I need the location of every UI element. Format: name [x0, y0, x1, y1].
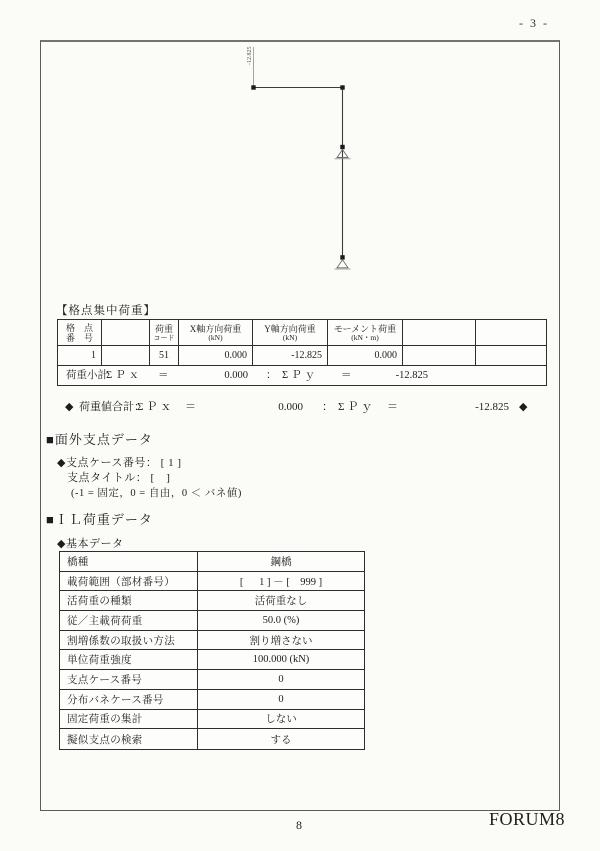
- col-header-blank3: [476, 320, 546, 346]
- support-case-number-line: ◆支点ケース番号： [ 1 ]: [57, 457, 182, 469]
- subtotal-eq1: ＝: [158, 370, 169, 381]
- forum8-logo: FORUM8: [489, 809, 566, 829]
- table-row-label: 橋種: [60, 552, 198, 572]
- table-row-value: 0: [198, 690, 364, 710]
- cell-moment: 0.000: [328, 346, 403, 366]
- col-header-fy-line1: Y軸方向荷重: [264, 323, 316, 334]
- cell-node-number: 1: [58, 346, 102, 366]
- table-row-label: 活荷重の種類: [60, 591, 198, 611]
- diamond-icon: ◆: [519, 401, 528, 413]
- table-row-label: 擬似支点の検索: [60, 729, 198, 749]
- table-row-label: 割増係数の取扱い方法: [60, 631, 198, 651]
- total-spy-value: -12.825: [475, 401, 509, 413]
- table-row-label: 単位荷重強度: [60, 650, 198, 670]
- col-header-moment: [328, 320, 403, 346]
- table-row-label: 従／主載荷荷重: [60, 611, 198, 631]
- total-spx-value: 0.000: [278, 401, 303, 413]
- support-note-line: (-1 = 固定，0 = 自由，0 ＜ バネ値): [71, 488, 242, 499]
- col-header-node: [58, 320, 102, 346]
- col-header-code-line1: 荷重: [154, 323, 173, 334]
- table-row-value: 100.000 (kN): [198, 650, 364, 670]
- table-row-value: しない: [198, 710, 364, 730]
- subtotal-colon: ：: [266, 370, 277, 381]
- subtotal-row: [58, 366, 546, 385]
- cell-blank1: [102, 346, 150, 366]
- col-header-node-line1: 格 点: [65, 322, 93, 333]
- subtotal-spx-value: 0.000: [224, 370, 248, 381]
- col-header-moment-unit: (kN・m): [351, 332, 379, 342]
- il-basic-data-table: [59, 551, 365, 750]
- col-header-load-code: [150, 320, 179, 346]
- cell-blank3: [476, 346, 546, 366]
- table-row-value: 割り増さない: [198, 631, 364, 651]
- col-header-code-line2: コード: [153, 333, 175, 342]
- load-value-label: -12.825: [247, 46, 253, 65]
- cell-blank2: [403, 346, 476, 366]
- load-total-line: [57, 399, 537, 416]
- table-row-label: 載荷範囲（部材番号）: [60, 572, 198, 592]
- col-header-fy-unit: (kN): [282, 332, 298, 342]
- table-row-value: 50.0 (%): [198, 611, 364, 631]
- table-row-value: [ 1 ] － [ 999 ]: [198, 572, 364, 592]
- total-colon: ：: [322, 401, 333, 413]
- il-section-title: ■ＩＬ荷重データ: [46, 512, 153, 527]
- il-basic-data-subtitle: ◆基本データ: [57, 538, 124, 550]
- table-row-value: する: [270, 734, 292, 746]
- col-header-fy: [253, 320, 328, 346]
- subtotal-spy-value: -12.825: [395, 370, 428, 381]
- page-number-bottom: 8: [296, 818, 302, 832]
- subtotal-spx-symbol: ΣＰｘ: [106, 370, 143, 381]
- subtotal-eq2: ＝: [341, 370, 352, 381]
- col-header-blank1: [102, 320, 150, 346]
- table-row-value: 鋼橋: [198, 552, 364, 572]
- page-number-top: - 3 -: [519, 16, 549, 30]
- col-header-moment-line1: モーメント荷重: [333, 323, 397, 334]
- total-label: 荷重値合計：: [79, 401, 145, 413]
- table-row-value: 0: [198, 670, 364, 690]
- point-load-table: [57, 319, 547, 386]
- table-row-label: 固定荷重の集計: [60, 710, 198, 730]
- cell-load-code: 51: [150, 346, 179, 366]
- col-header-fx-unit: (kN): [208, 332, 223, 342]
- table-row-label: 分布バネケース番号: [60, 690, 198, 710]
- diamond-icon: ◆: [65, 401, 74, 413]
- col-header-blank2: [403, 320, 476, 346]
- total-spy-symbol: ΣＰｙ: [338, 401, 376, 413]
- outer-support-section-title: ■面外支点データ: [46, 432, 153, 447]
- col-header-node-line2: 番 号: [65, 332, 93, 343]
- total-spx-symbol: ΣＰｘ: [137, 401, 175, 413]
- subtotal-label: 荷重小計: [66, 370, 108, 381]
- point-load-table-title: 【格点集中荷重】: [56, 305, 156, 317]
- cell-fx: 0.000: [179, 346, 253, 366]
- total-eq1: ＝: [185, 401, 196, 413]
- support-title-line: 支点タイトル： [ ]: [67, 472, 171, 484]
- table-row-value: 活荷重なし: [198, 591, 364, 611]
- col-header-fx: [179, 320, 253, 346]
- total-eq2: ＝: [387, 401, 398, 413]
- cell-fy: -12.825: [253, 346, 328, 366]
- col-header-fx-line1: X軸方向荷重: [189, 323, 242, 334]
- table-row-label: 支点ケース番号: [60, 670, 198, 690]
- subtotal-spy-symbol: ΣＰｙ: [282, 370, 319, 381]
